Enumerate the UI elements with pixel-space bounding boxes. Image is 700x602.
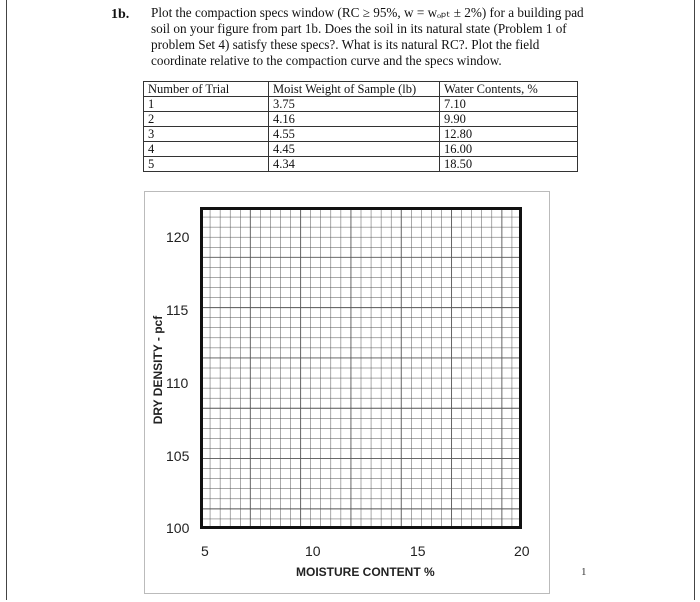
- cell-water: 18.50: [440, 157, 578, 172]
- cell-weight: 4.16: [269, 112, 440, 127]
- compaction-trials-table: [143, 81, 578, 172]
- cell-trial: 5: [144, 157, 269, 172]
- header-trial-number: Number of Trial: [144, 82, 269, 97]
- table-row: [144, 97, 578, 112]
- cell-water: 12.80: [440, 127, 578, 142]
- x-axis-label: MOISTURE CONTENT %: [296, 565, 435, 579]
- cell-weight: 4.34: [269, 157, 440, 172]
- cell-trial: 4: [144, 142, 269, 157]
- cell-weight: 4.55: [269, 127, 440, 142]
- cell-water: 16.00: [440, 142, 578, 157]
- header-water-content: Water Contents, %: [440, 82, 578, 97]
- y-tick-label: 100: [166, 520, 190, 536]
- problem-line: soil on your figure from part 1b. Does the soil in its natural state (Problem 1 of: [151, 21, 567, 36]
- y-tick-label: 105: [166, 448, 190, 464]
- problem-line: problem Set 4) satisfy these specs?. What is its natural RC?. Plot the field: [151, 37, 540, 52]
- compaction-graph-grid: [200, 207, 522, 529]
- y-axis-label: DRY DENSITY - pcf: [151, 315, 165, 425]
- cell-trial: 3: [144, 127, 269, 142]
- table-header-row: [144, 82, 578, 97]
- cell-weight: 4.45: [269, 142, 440, 157]
- cell-trial: 2: [144, 112, 269, 127]
- cell-weight: 3.75: [269, 97, 440, 112]
- y-tick-label: 110: [166, 375, 189, 391]
- x-tick-label: 15: [410, 543, 426, 559]
- cell-water: 7.10: [440, 97, 578, 112]
- x-tick-label: 5: [201, 543, 209, 559]
- table-row: [144, 157, 578, 172]
- x-tick-label: 20: [514, 543, 530, 559]
- table-row: [144, 127, 578, 142]
- page-number: 1: [581, 566, 587, 578]
- problem-line: coordinate relative to the compaction curve and the specs window.: [151, 53, 502, 68]
- y-tick-label: 120: [166, 229, 190, 245]
- cell-water: 9.90: [440, 112, 578, 127]
- table-row: [144, 112, 578, 127]
- cell-trial: 1: [144, 97, 269, 112]
- problem-line: Plot the compaction specs window (RC ≥ 95%, w = wₒₚₜ ± 2%) for a building pad: [151, 5, 584, 20]
- header-moist-weight: Moist Weight of Sample (lb): [269, 82, 440, 97]
- y-tick-label: 115: [166, 302, 189, 318]
- problem-number: 1b.: [111, 7, 130, 22]
- table-row: [144, 142, 578, 157]
- x-tick-label: 10: [305, 543, 321, 559]
- problem-statement: [151, 5, 591, 69]
